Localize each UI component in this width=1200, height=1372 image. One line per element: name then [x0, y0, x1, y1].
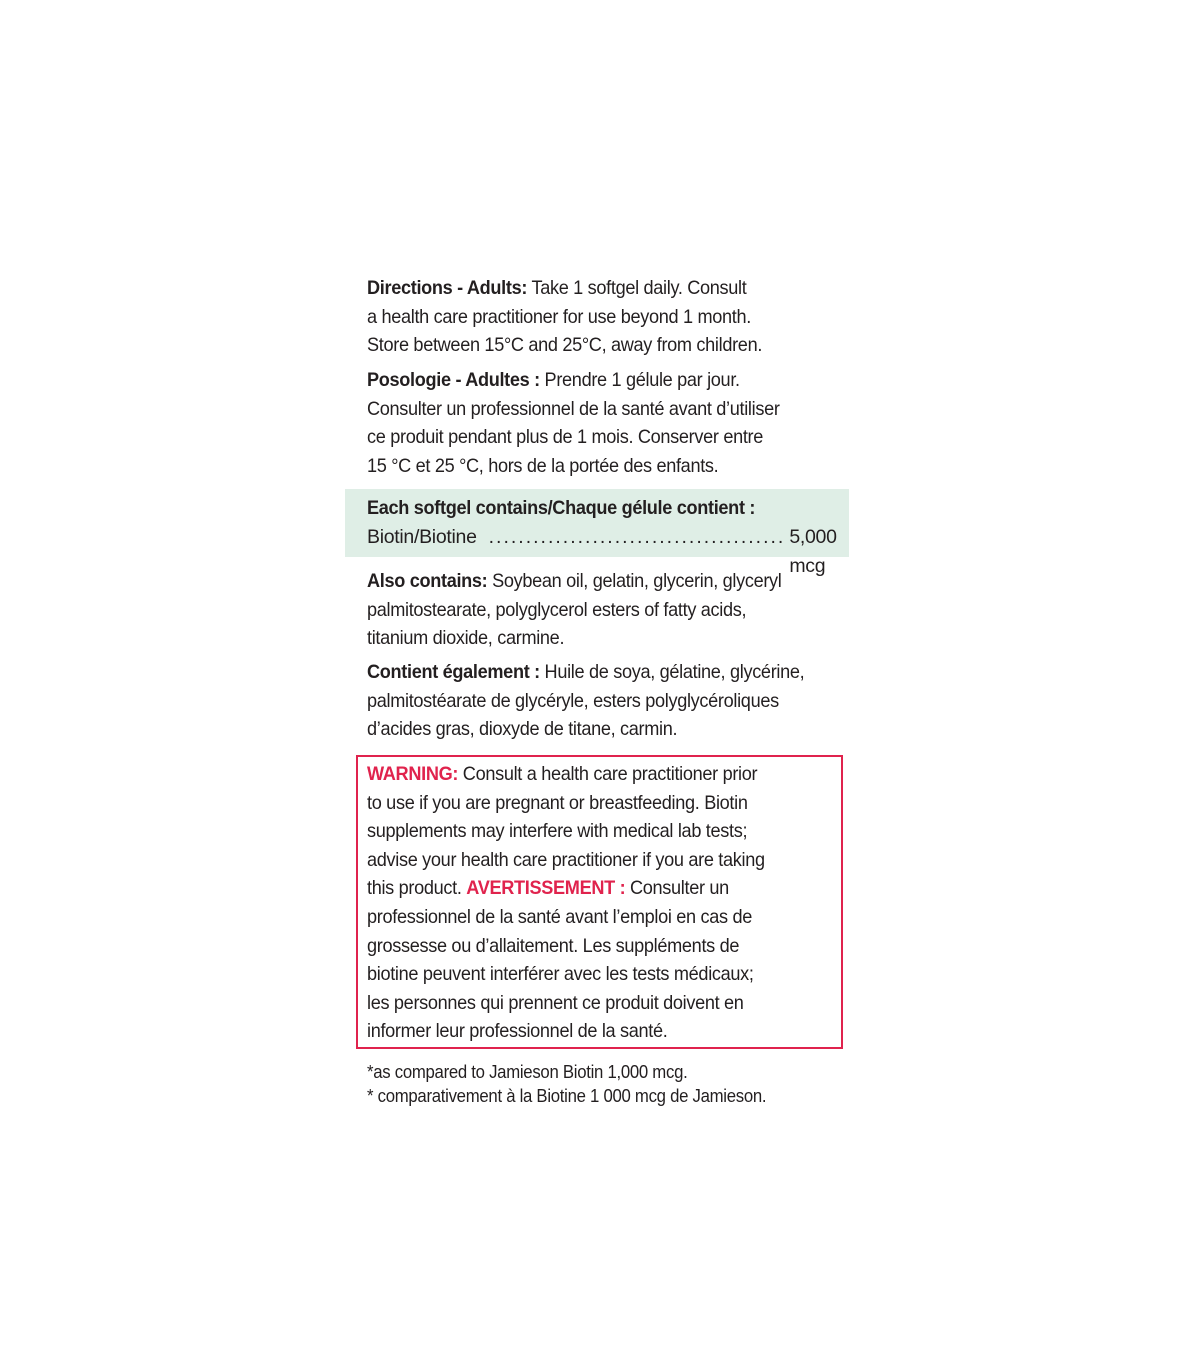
- also-contains-section: [367, 567, 813, 653]
- contents-heading: Each softgel contains/Chaque gélule contient :: [367, 497, 756, 519]
- directions-section: [367, 274, 813, 360]
- warning-paragraph: [367, 760, 813, 1046]
- posologie-section: [367, 366, 813, 480]
- warning-text-en: Consult a health care practitioner prior to use if you are pregnant or breastfeeding. Biotin supplements may interfere with medical lab tests; advise your health care practitioner if you are taking this product.: [367, 763, 765, 900]
- posologie-text: Prendre 1 gélule par jour. Consulter un professionnel de la santé avant d’utiliser ce produit pendant plus de 1 mois. Conserver entre 15 °C et 25 °C, hors de la portée des enfants.: [367, 369, 780, 477]
- posologie-heading: Posologie - Adultes :: [367, 369, 540, 391]
- also-contains-heading: Also contains:: [367, 570, 488, 592]
- warning-section: [367, 760, 813, 1046]
- contient-egalement-heading: Contient également :: [367, 661, 540, 683]
- also-contains-text: Soybean oil, gelatin, glycerin, glyceryl palmitostearate, polyglycerol esters of fatty acids, titanium dioxide, carmine.: [367, 570, 782, 650]
- directions-heading: Directions - Adults:: [367, 277, 528, 299]
- contient-egalement-section: [367, 658, 813, 744]
- directions-text: Take 1 softgel daily. Consult a health care practitioner for use beyond 1 month. Store between 15°C and 25°C, away from children.: [367, 277, 763, 357]
- contents-heading-wrap: [367, 494, 813, 523]
- warning-text-fr: Consulter un professionnel de la santé avant l’emploi en cas de grossesse ou d’allaitement. Les suppléments de biotine peuvent interférer avec les tests médicaux; les personnes qui prennent ce produit doivent en informer leur professionnel de la santé.: [367, 877, 754, 1043]
- directions-paragraph: [367, 274, 813, 360]
- ingredient-name: Biotin/Biotine: [367, 526, 477, 548]
- footnote-fr: * comparativement à la Biotine 1 000 mcg de Jamieson.: [367, 1086, 767, 1106]
- ingredient-amount: 5,000 mcg: [789, 526, 837, 577]
- also-contains-paragraph: [367, 567, 813, 653]
- leader-dots: ........................................: [488, 526, 786, 548]
- warning-heading-en: WARNING:: [367, 763, 459, 785]
- warning-heading-fr: AVERTISSEMENT :: [466, 877, 626, 900]
- footnote-en: *as compared to Jamieson Biotin 1,000 mcg.: [367, 1062, 688, 1082]
- contient-egalement-text: Huile de soya, gélatine, glycérine, palmitostéarate de glycéryle, esters polyglycéroliques d’acides gras, dioxyde de titane, carmin.: [367, 661, 805, 741]
- posologie-paragraph: [367, 366, 813, 480]
- contient-egalement-paragraph: [367, 658, 813, 744]
